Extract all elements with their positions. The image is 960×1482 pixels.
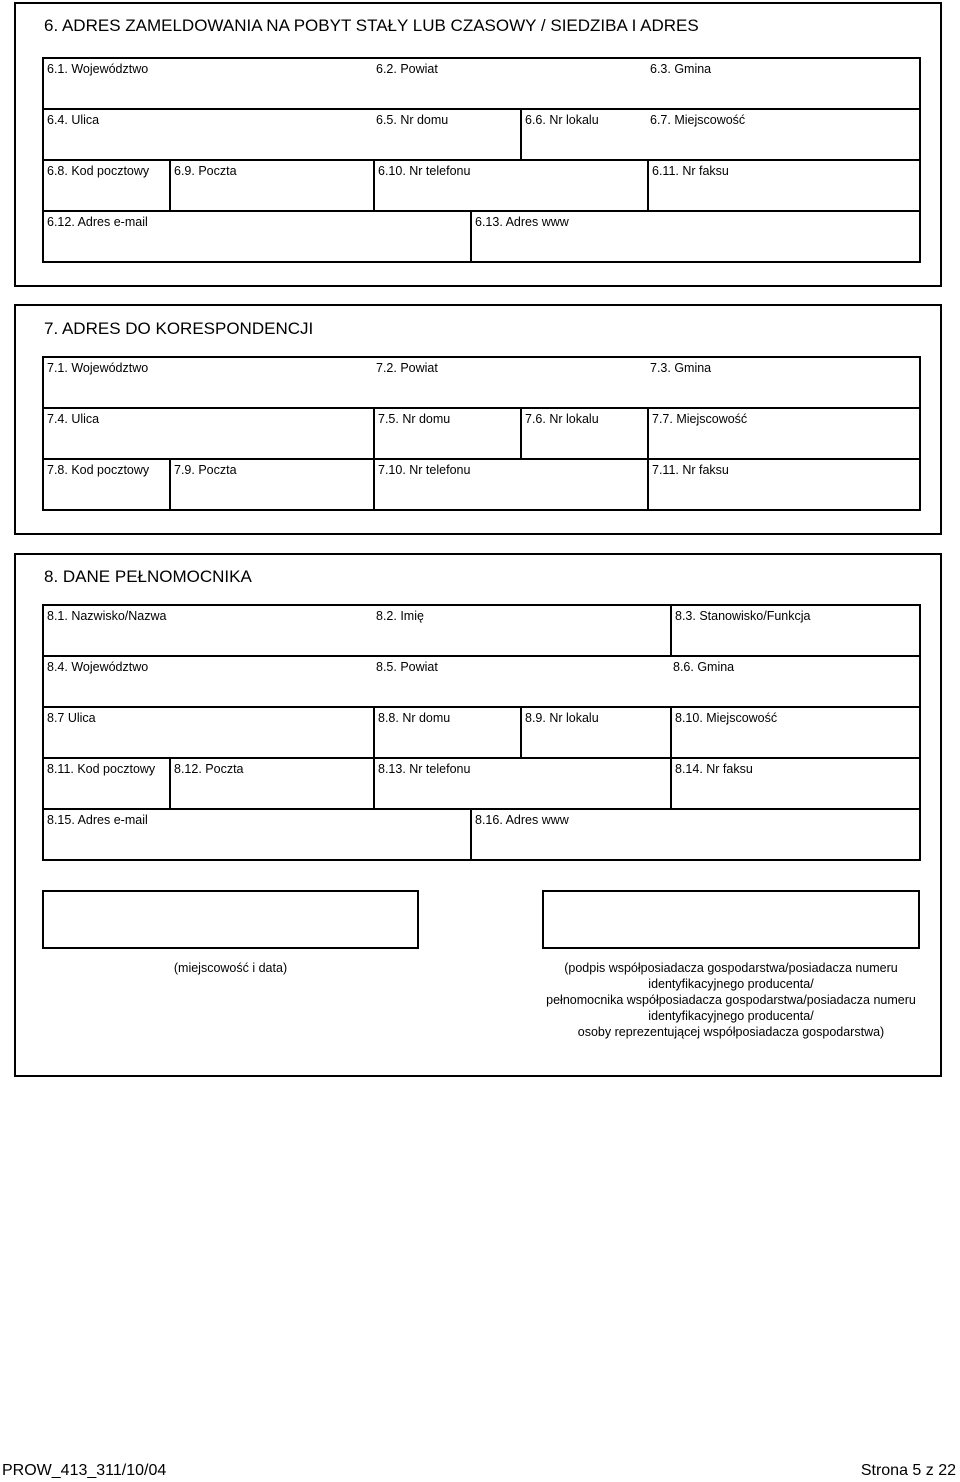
field-7-11[interactable]: 7.11. Nr faksu bbox=[647, 460, 919, 509]
section-7 bbox=[14, 304, 942, 535]
field-7-9[interactable]: 7.9. Poczta bbox=[169, 460, 373, 509]
field-8-15[interactable]: 8.15. Adres e-mail bbox=[47, 813, 148, 827]
section-8 bbox=[14, 553, 942, 1077]
field-8-7[interactable]: 8.7 Ulica bbox=[47, 711, 96, 725]
field-6-1[interactable]: 6.1. Województwo bbox=[47, 62, 149, 76]
place-date-caption: (miejscowość i data) bbox=[173, 961, 288, 975]
field-8-10[interactable]: 8.10. Miejscowość bbox=[670, 708, 919, 757]
field-6-8[interactable]: 6.8. Kod pocztowy bbox=[47, 164, 150, 178]
field-6-2[interactable]: 6.2. Powiat bbox=[376, 62, 438, 76]
field-6-6[interactable]: 6.6. Nr lokalu bbox=[520, 110, 647, 159]
field-8-13[interactable]: 8.13. Nr telefonu bbox=[373, 759, 670, 808]
field-6-5[interactable]: 6.5. Nr domu bbox=[376, 113, 449, 127]
field-7-10[interactable]: 7.10. Nr telefonu bbox=[373, 460, 647, 509]
signature-box[interactable] bbox=[542, 890, 920, 949]
field-8-5[interactable]: 8.5. Powiat bbox=[376, 660, 438, 674]
field-8-12[interactable]: 8.12. Poczta bbox=[169, 759, 373, 808]
field-7-8[interactable]: 7.8. Kod pocztowy bbox=[47, 463, 150, 477]
field-7-1[interactable]: 7.1. Województwo bbox=[47, 361, 149, 375]
field-7-2[interactable]: 7.2. Powiat bbox=[376, 361, 438, 375]
form-code: PROW_413_311/10/04 bbox=[2, 1462, 167, 1479]
field-8-3[interactable]: 8.3. Stanowisko/Funkcja bbox=[670, 606, 919, 655]
page-number: Strona 5 z 22 bbox=[860, 1462, 956, 1479]
section-7-title: 7. ADRES DO KORESPONDENCJI bbox=[44, 319, 314, 338]
section-6-title: 6. ADRES ZAMELDOWANIA NA POBYT STAŁY LUB CZASOWY / SIEDZIBA I ADRES bbox=[44, 16, 699, 35]
field-6-7[interactable]: 6.7. Miejscowość bbox=[650, 113, 746, 127]
field-6-11[interactable]: 6.11. Nr faksu bbox=[647, 161, 919, 210]
field-6-4[interactable]: 6.4. Ulica bbox=[47, 113, 100, 127]
field-8-1[interactable]: 8.1. Nazwisko/Nazwa bbox=[47, 609, 167, 623]
field-8-14[interactable]: 8.14. Nr faksu bbox=[670, 759, 919, 808]
field-8-16[interactable]: 8.16. Adres www bbox=[470, 810, 919, 859]
field-6-13[interactable]: 6.13. Adres www bbox=[470, 212, 919, 261]
field-7-3[interactable]: 7.3. Gmina bbox=[650, 361, 712, 375]
field-8-8[interactable]: 8.8. Nr domu bbox=[373, 708, 520, 757]
signature-caption: (podpis współposiadacza gospodarstwa/posiadacza numeru identyfikacyjnego producenta/ pełnomocnika współposiadacza gospodarstwa/posiadacza numeru identyfikacyjnego producenta/ osoby reprezentującej współposiadacza gospodarstwa) bbox=[546, 961, 916, 1039]
field-8-11[interactable]: 8.11. Kod pocztowy bbox=[47, 762, 156, 776]
place-date-box[interactable] bbox=[42, 890, 419, 949]
field-8-2[interactable]: 8.2. Imię bbox=[376, 609, 424, 623]
field-7-4[interactable]: 7.4. Ulica bbox=[47, 412, 100, 426]
section-8-grid bbox=[42, 604, 921, 861]
section-6 bbox=[14, 2, 942, 287]
field-8-6[interactable]: 8.6. Gmina bbox=[673, 660, 735, 674]
field-8-9[interactable]: 8.9. Nr lokalu bbox=[520, 708, 670, 757]
field-6-12[interactable]: 6.12. Adres e-mail bbox=[47, 215, 148, 229]
field-7-7[interactable]: 7.7. Miejscowość bbox=[647, 409, 919, 458]
section-7-grid bbox=[42, 356, 921, 511]
field-7-6[interactable]: 7.6. Nr lokalu bbox=[520, 409, 647, 458]
field-6-3[interactable]: 6.3. Gmina bbox=[650, 62, 712, 76]
field-6-9[interactable]: 6.9. Poczta bbox=[169, 161, 373, 210]
field-8-4[interactable]: 8.4. Województwo bbox=[47, 660, 149, 674]
section-6-grid bbox=[42, 57, 921, 263]
section-8-title: 8. DANE PEŁNOMOCNIKA bbox=[44, 567, 252, 586]
field-6-10[interactable]: 6.10. Nr telefonu bbox=[373, 161, 647, 210]
field-7-5[interactable]: 7.5. Nr domu bbox=[373, 409, 520, 458]
